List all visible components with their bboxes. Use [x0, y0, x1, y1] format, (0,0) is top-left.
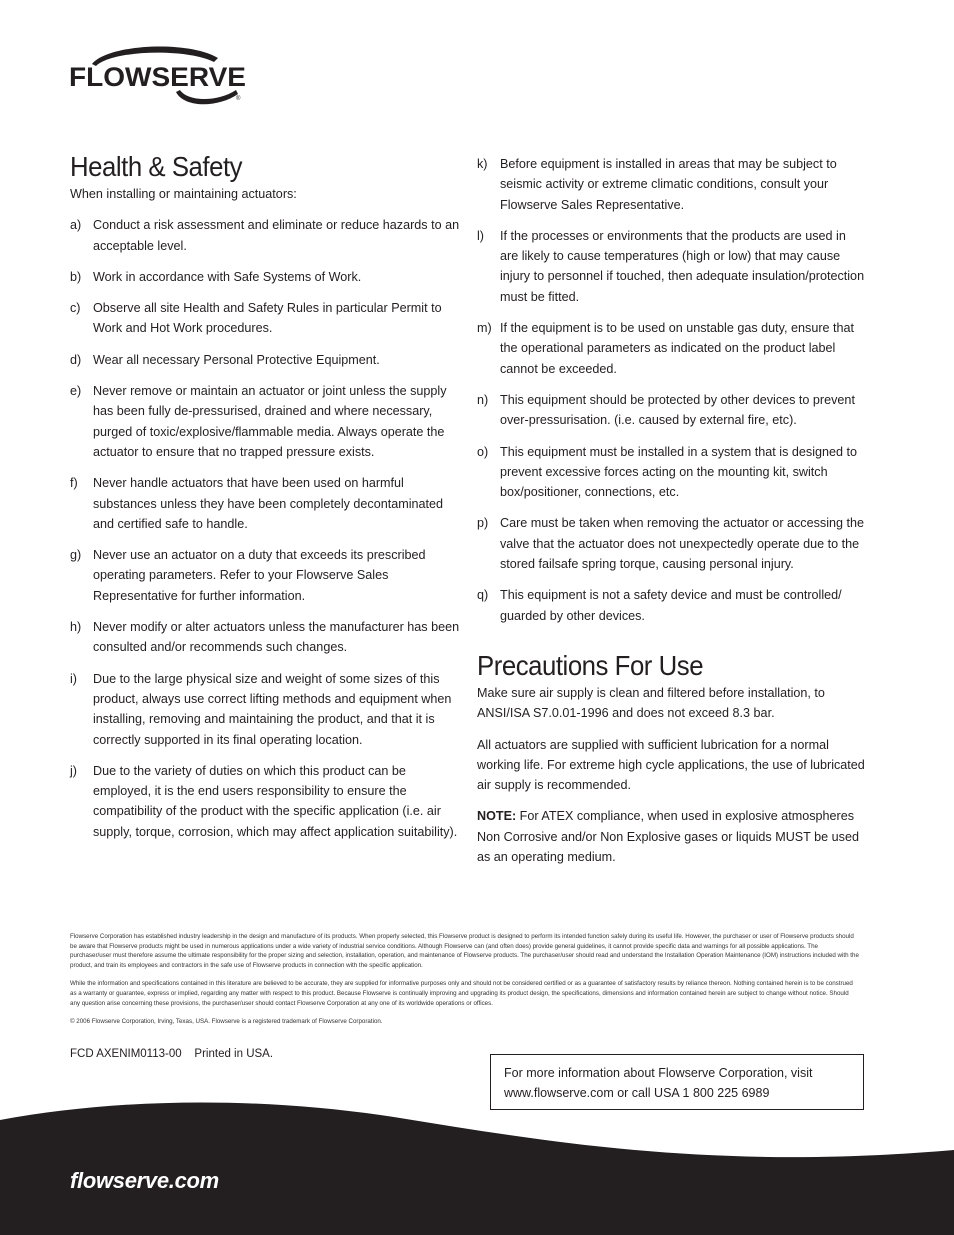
right-column	[477, 154, 867, 878]
disclaimer-para-2: While the information and specifications contained in this literature are believed to be accurate, they are supplied for informative purposes only and should not be considered certified or as a guarantee of satisfactory results by reliance thereon. Nothing contained herein is to be construed as a warranty or guarantee, express or implied, regarding any matter with respect to this product. Because Flowserve is continually improving and upgrading its product design, the specifications, dimensions and information contained herein are subject to change without notice. Should any question arise concerning these provisions, the purchaser/user should contact Flowserve Corporation at any one of its worldwide operations or offices.	[70, 980, 853, 1007]
list-item	[70, 473, 462, 534]
item-label: f)	[70, 476, 78, 491]
precautions-title: Precautions For Use	[477, 649, 704, 681]
document-code: FCD AXENIM0113-00 Printed in USA.	[70, 1048, 274, 1060]
item-label: n)	[477, 392, 489, 407]
item-text: Never use an actuator on a duty that exceeds its prescribed operating parameters. Refer to your Flowserve Sales Representative for further information.	[93, 548, 426, 603]
list-item	[70, 267, 462, 287]
list-item	[70, 761, 462, 842]
item-text: Before equipment is installed in areas that may be subject to seismic activity or extreme climatic conditions, consult your Flowserve Sales Representative.	[500, 157, 837, 212]
item-label: c)	[70, 301, 81, 316]
list-item	[70, 617, 462, 658]
item-text: Work in accordance with Safe Systems of Work.	[93, 269, 362, 284]
list-item	[477, 513, 867, 574]
footer-url-link[interactable]: flowserve.com	[70, 1168, 219, 1193]
item-label: k)	[477, 157, 488, 171]
item-text: Due to the variety of duties on which this product can be employed, it is the end users responsibility to ensure the compatibility of the product with the specific application (i.e. air supply, torque, corrosion, which may affect application suitability).	[93, 763, 458, 839]
item-label: i)	[70, 671, 77, 686]
item-text: This equipment should be protected by other devices to prevent over-pressurisation. (i.e. caused by external fire, etc).	[500, 392, 855, 428]
item-label: p)	[477, 516, 489, 531]
item-label: o)	[477, 444, 489, 459]
list-item	[477, 318, 867, 379]
item-text: If the processes or environments that the products are used in are likely to cause temperatures (high or low) that may cause injury to personnel if touched, then adequate insulation/protection must be fitted.	[500, 228, 865, 304]
list-item	[477, 442, 867, 503]
info-box	[490, 1054, 864, 1110]
item-text: This equipment is not a safety device and must be controlled/ guarded by other devices.	[500, 588, 842, 623]
registered-mark: ®	[236, 96, 241, 102]
item-label: g)	[70, 548, 82, 563]
item-text: Due to the large physical size and weight of some sizes of this product, always use correct lifting methods and equipment when installing, removing and maintaining the product, and that it is correctly supported in its final operating location.	[93, 671, 452, 747]
health-safety-title: Health & Safety	[70, 151, 243, 182]
list-item	[477, 585, 867, 626]
item-label: d)	[70, 352, 82, 367]
item-text: If the equipment is to be used on unstable gas duty, ensure that the operational parameters as indicated on the product label cannot be exceeded.	[500, 321, 855, 376]
list-item	[70, 669, 462, 750]
list-item	[477, 154, 867, 215]
item-text: This equipment must be installed in a system that is designed to prevent excessive forces acting on the mounting kit, switch box/positioner, connections, etc.	[500, 444, 858, 500]
list-item	[70, 350, 462, 370]
item-label: q)	[477, 588, 489, 603]
list-item	[477, 226, 867, 307]
item-label: h)	[70, 620, 82, 635]
item-text: Wear all necessary Personal Protective Equipment.	[93, 352, 380, 367]
item-text: Never modify or alter actuators unless the manufacturer has been consulted and/or recommends such changes.	[93, 620, 460, 655]
note-text: For ATEX compliance, when used in explosive atmospheres Non Corrosive and/or Non Explosive gases or liquids MUST be used as an operating medium.	[477, 809, 859, 865]
left-column	[70, 150, 462, 853]
item-text: Never remove or maintain an actuator or joint unless the supply has been fully de-pressurised, drained and where necessary, purged of toxic/explosive/flammable media. Always operate the actuator to ensure that no trapped pressure exists.	[93, 384, 447, 459]
disclaimer-para-1: Flowserve Corporation has established industry leadership in the design and manufacture of its products. When properly selected, this Flowserve product is designed to perform its intended function safely during its useful life. However, the purchaser or user of Flowserve products should be aware that Flowserve products might be used in numerous applications under a wide variety of industrial service conditions. Although Flowserve can (and often does) provide general guidelines, it cannot provide specific data and warnings for all possible applications. The purchaser/user must therefore assume the ultimate responsibility for the proper sizing and selection, installation, operation, and maintenance of Flowserve products. The purchaser/user should read and understand the Installation Operation Maintenance (IOM) instructions included with the product, and train its employees and contractors in the safe use of Flowserve products in connection with the specific application.	[70, 933, 859, 969]
note-label: NOTE:	[477, 809, 517, 824]
precautions-section	[477, 649, 867, 867]
flowserve-logo	[68, 42, 250, 112]
precautions-para-2: All actuators are supplied with sufficient lubrication for a normal working life. For extreme high cycle applications, the use of lubricated air supply is recommended.	[477, 737, 865, 793]
disclaimer	[70, 932, 860, 1036]
logo-wordmark: FLOWSERVE	[69, 62, 246, 92]
list-item	[70, 215, 462, 256]
precautions-note	[477, 806, 867, 867]
list-item	[70, 545, 462, 606]
item-text: Observe all site Health and Safety Rules in particular Permit to Work and Hot Work procedures.	[93, 301, 442, 336]
item-label: m)	[477, 321, 492, 336]
health-safety-intro: When installing or maintaining actuators:	[70, 187, 297, 201]
item-text: Never handle actuators that have been used on harmful substances unless they have been completely decontaminated and certified safe to handle.	[93, 476, 444, 531]
precautions-para-1: Make sure air supply is clean and filtered before installation, to ANSI/ISA S7.0.01-1996 and does not exceed 8.3 bar.	[477, 685, 825, 721]
item-label: a)	[70, 218, 82, 233]
item-text: Conduct a risk assessment and eliminate or reduce hazards to an acceptable level.	[93, 218, 460, 253]
list-item	[70, 298, 462, 339]
list-item	[70, 381, 462, 462]
item-text: Care must be taken when removing the actuator or accessing the valve that the actuator does not unexpectedly operate due to the stored failsafe spring torque, causing personal injury.	[500, 516, 865, 572]
list-item	[477, 390, 867, 431]
item-label: b)	[70, 269, 82, 284]
item-label: j)	[70, 763, 77, 778]
copyright: © 2006 Flowserve Corporation, Irving, Texas, USA. Flowserve is a registered trademark of Flowserve Corporation.	[70, 1018, 383, 1026]
info-line-2: www.flowserve.com or call USA 1 800 225 6989	[504, 1086, 770, 1100]
item-label: l)	[477, 228, 484, 243]
item-label: e)	[70, 384, 82, 399]
info-line-1: For more information about Flowserve Corporation, visit	[504, 1066, 813, 1080]
